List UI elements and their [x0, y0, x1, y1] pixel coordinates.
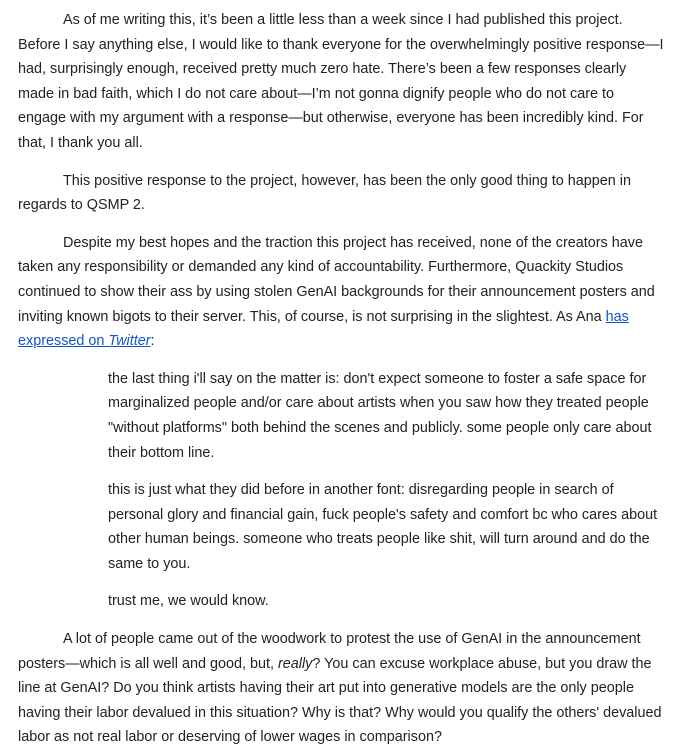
- paragraph-genai: [18, 627, 664, 750]
- quote-bottom-line-text: the last thing i'll say on the matter is: don't expect someone to foster a safe space for marginalized people and/or care about artists when you saw how they treated people "without platforms" both behind the scenes and publicly. some people only care about their bottom line.: [108, 370, 652, 461]
- paragraph-accountability-end: :: [150, 333, 155, 350]
- paragraph-genai-text-b: ? You can excuse workplace abuse, but you draw the line at GenAI? Do you think artists having their art put into generative models are the only people having their labor devalued in this situation? Why is that? Why would you qualify the others' devalued labor as not real labor or deserving of lower wages in comparison?: [18, 655, 662, 746]
- paragraph-accountability-text: Despite my best hopes and the traction this project has received, none of the creators have taken any responsibility or demanded any kind of accountability. Furthermore, Quackity Studios continued to show their ass by using stolen GenAI backgrounds for their announcement posters and inviting known bigots to their server. This, of course, is not surprising in the slightest. As Ana: [18, 234, 655, 325]
- twitter-link-text: has expressed on: [18, 308, 629, 350]
- paragraph-response: This positive response to the project, however, has been the only good thing to happen in regards to QSMP 2.: [18, 172, 632, 214]
- paragraph-accountability: [18, 231, 664, 354]
- paragraph-intro: As of me writing this, it’s been a little less than a week since I had published this project. Before I say anything else, I would like to thank everyone for the overwhelmingly positive response—I had, surprisingly enough, received pretty much zero hate. There’s been a few responses clearly made in bad faith, which I do not care about—I’m not gonna dignify people who do not care to engage with my argument with a response—but otherwise, everyone has been incredibly kind. For that, I thank you all.: [18, 12, 664, 151]
- twitter-link-italic: Twitter: [108, 333, 151, 350]
- paragraph-genai-emphasis: really: [277, 655, 313, 672]
- quote-trust-me: [108, 589, 664, 614]
- quote-another-font: [108, 478, 664, 576]
- paragraph-genai-text-a: A lot of people came out of the woodwork to protest the use of GenAI in the announcement posters—which is all well and good, but,: [18, 631, 641, 672]
- quote-another-font-text: this is just what they did before in another font: disregarding people in search of personal glory and financial gain, fuck people's safety and comfort bc who cares about other human beings. someone who treats people like shit, will turn around and do the same to you.: [108, 482, 658, 572]
- quote-bottom-line: [108, 367, 664, 465]
- quote-trust-me-text: trust me, we would know.: [108, 593, 269, 610]
